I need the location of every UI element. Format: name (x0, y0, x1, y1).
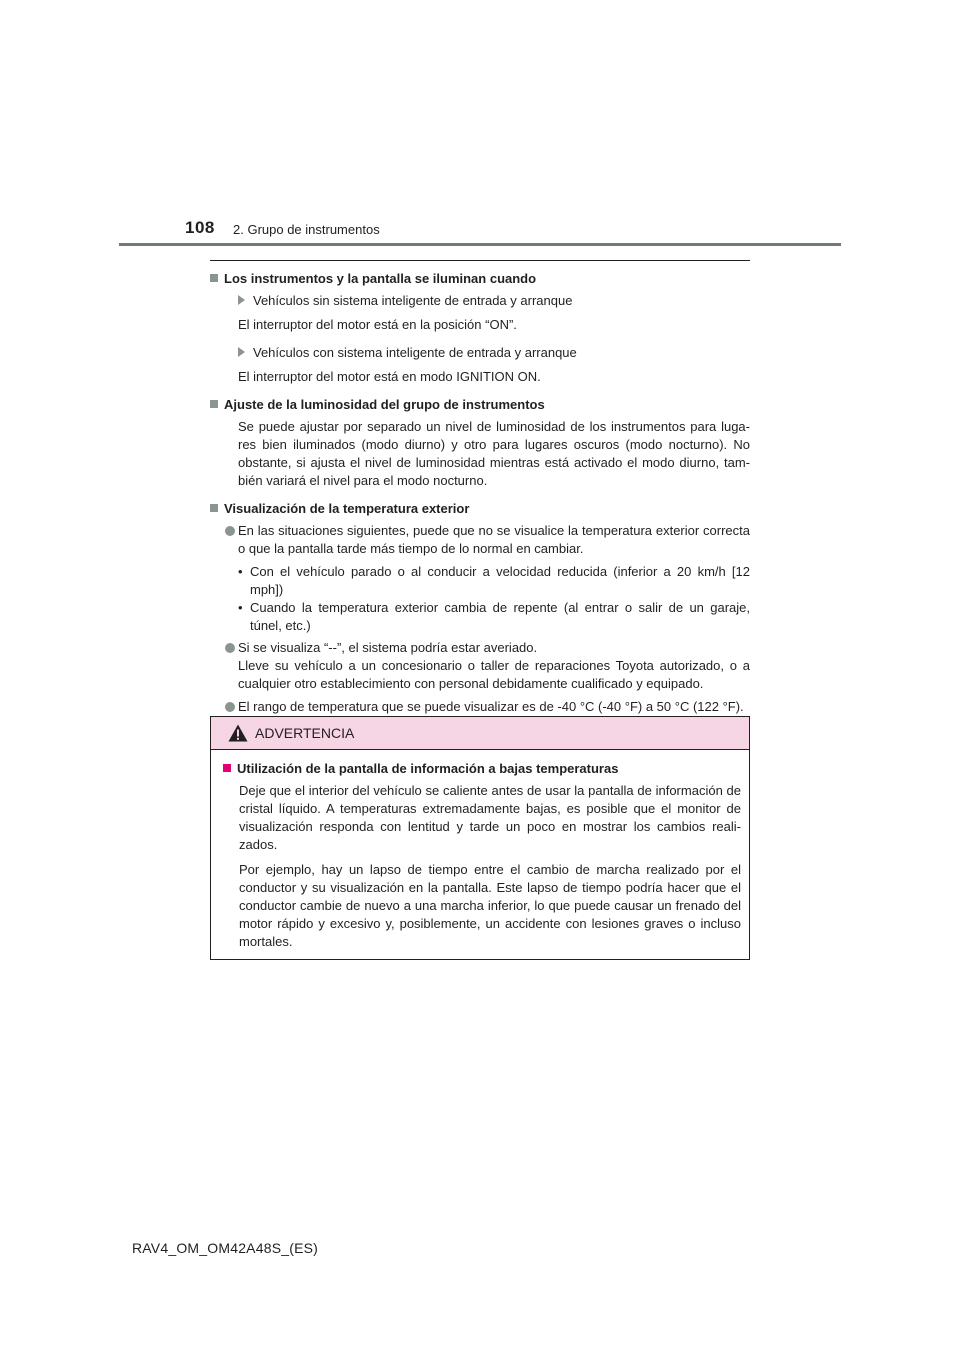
bullet-item (210, 639, 750, 693)
triangle-marker-icon (238, 347, 245, 357)
sub-list-text: Con el vehículo parado o al conducir a velocidad reducida (inferior a 20 km/h [12 mph]) (250, 564, 750, 597)
square-bullet-icon (210, 504, 218, 512)
bullet-item (210, 698, 750, 716)
section-heading-brightness (210, 396, 750, 414)
square-bullet-icon (210, 274, 218, 282)
square-bullet-icon (223, 764, 231, 772)
paragraph-text: El interruptor del motor está en modo IGNITION ON. (238, 369, 541, 384)
bullet-text: Lleve su vehículo a un concesionario o taller de reparaciones Toyota autorizado, o a cualquier otro establecimiento con personal debidamente cualificado y equipado. (238, 658, 750, 691)
warning-header (211, 717, 749, 750)
condition-text: Vehículos sin sistema inteligente de entrada y arranque (253, 293, 573, 308)
heading-text: Ajuste de la luminosidad del grupo de instrumentos (224, 397, 545, 412)
paragraph-text: Se puede ajustar por separado un nivel de luminosidad de los instrumentos para luga-res bien iluminados (modo diurno) y otro para lugares oscuros (modo nocturno). No obstante, si ajusta el nivel de luminosidad mientras está activado el modo diurno, tam-bién variará el nivel para el modo nocturno. (238, 419, 750, 488)
paragraph-text: El interruptor del motor está en la posición “ON”. (238, 317, 517, 332)
page-number: 108 (185, 218, 215, 237)
sub-bullet-marker: • (238, 564, 243, 579)
header-rule (119, 243, 841, 246)
heading-text: Los instrumentos y la pantalla se iluminan cuando (224, 271, 537, 286)
bullet-item (210, 522, 750, 558)
round-bullet-icon (225, 643, 235, 653)
bullet-text: En las situaciones siguientes, puede que no se visualice la temperatura exterior correcta o que la pantalla tarde más tiempo de lo normal en cambiar. (238, 523, 750, 556)
warning-paragraph: Por ejemplo, hay un lapso de tiempo entre el cambio de marcha realizado por el conductor y su visualización en la pantalla. Este lapso de tiempo podría hacer que el conductor cambie de nuevo a una marcha inferior, lo que puede causar un frenado del motor rápido y excesivo y, posiblemente, un accidente con lesiones graves o incluso mortales. (239, 862, 741, 949)
bullet-text: El rango de temperatura que se puede visualizar es de -40 °C (-40 °F) a 50 °C (122 °F). (238, 699, 744, 714)
warning-title: ADVERTENCIA (255, 725, 355, 741)
heading-text: Visualización de la temperatura exterior (224, 501, 470, 516)
round-bullet-icon (225, 702, 235, 712)
condition-text: Vehículos con sistema inteligente de entrada y arranque (253, 345, 577, 360)
bullet-text: Si se visualiza “--”, el sistema podría estar averiado. (238, 640, 538, 655)
main-content (210, 260, 750, 721)
triangle-marker-icon (238, 295, 245, 305)
warning-triangle-icon (228, 724, 248, 742)
condition-smart-key (210, 344, 750, 362)
condition-no-smart-key (210, 292, 750, 310)
sub-list-item (210, 599, 750, 635)
section-divider (210, 260, 750, 261)
warning-body (211, 750, 749, 951)
section-heading-illumination (210, 270, 750, 288)
document-code: RAV4_OM_OM42A48S_(ES) (132, 1240, 319, 1256)
chapter-title: 2. Grupo de instrumentos (233, 222, 380, 237)
warning-heading (223, 760, 741, 778)
round-bullet-icon (225, 526, 235, 536)
sub-list-item (210, 563, 750, 599)
section-heading-outside-temp (210, 500, 750, 518)
heading-text: Utilización de la pantalla de información a bajas temperaturas (237, 761, 619, 776)
warning-box (210, 716, 750, 960)
sub-list-text: Cuando la temperatura exterior cambia de repente (al entrar o salir de un garaje, túnel, etc.) (250, 600, 750, 633)
warning-paragraph: Deje que el interior del vehículo se caliente antes de usar la pantalla de información de cristal líquido. A temperaturas extremadamente bajas, es posible que el monitor de visualización responda con lentitud y tarde un poco en mostrar los cambios reali-zados. (239, 783, 741, 852)
square-bullet-icon (210, 400, 218, 408)
sub-bullet-marker: • (238, 600, 243, 615)
